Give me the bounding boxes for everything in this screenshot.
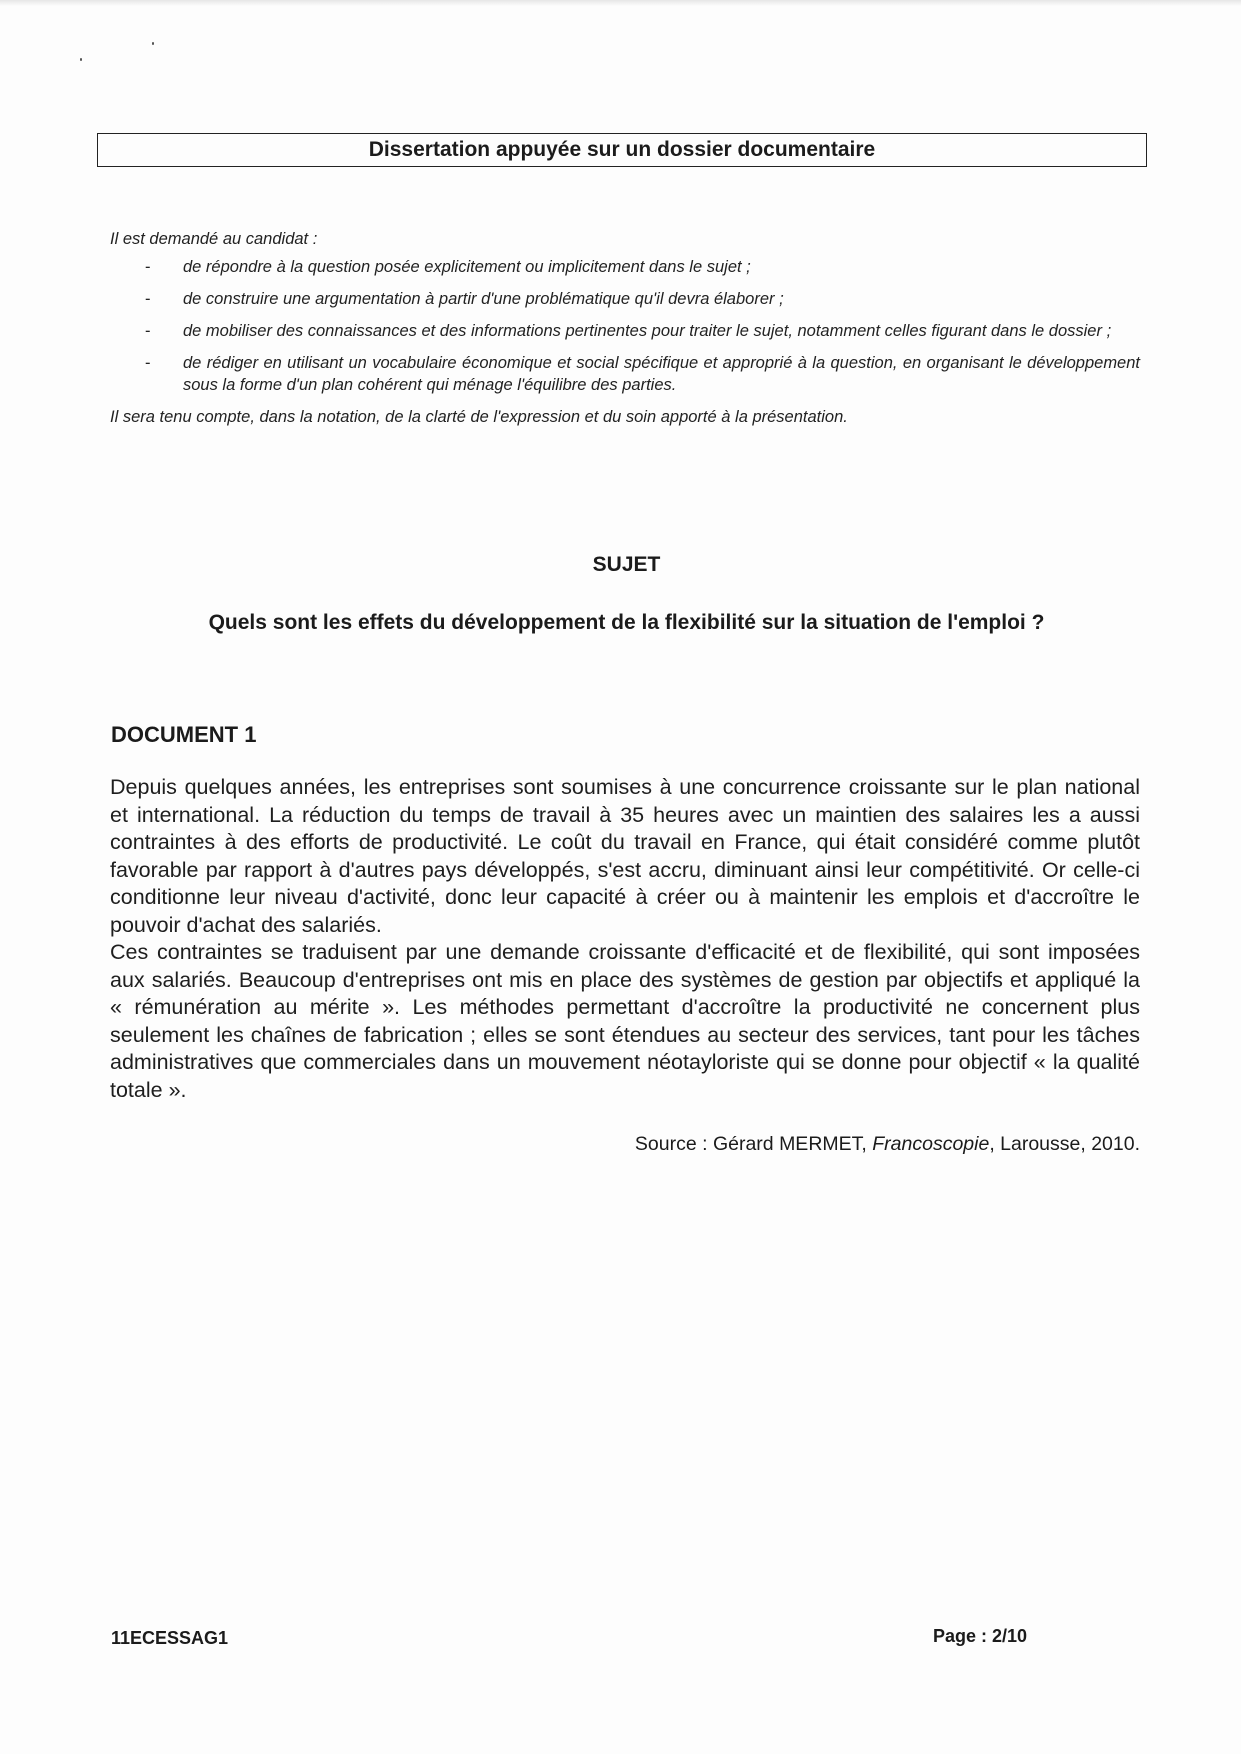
document-body [110,774,1140,1104]
document-paragraph: Depuis quelques années, les entreprises sont soumises à une concurrence croissante sur le plan national et international. La réduction du temps de travail à 35 heures avec un maintien des salaires les a aussi contraintes à des efforts de productivité. Le coût du travail en France, qui était considéré comme plutôt favorable par rapport à d'autres pays développés, s'est accru, diminuant ainsi leur compétitivité. Or celle-ci conditionne leur niveau d'activité, donc leur capacité à créer ou à maintenir les emplois et d'accroître le pouvoir d'achat des salariés. [110,775,1140,937]
list-item [110,320,1140,342]
instructions-list [110,256,1140,396]
list-bullet: - [145,290,151,308]
page-number: Page : 2/10 [932,1626,1027,1646]
document-heading: DOCUMENT 1 [111,722,257,747]
source-work: Francoscopie [872,1133,990,1155]
instructions-outro: Il sera tenu compte, dans la notation, de la clarté de l'expression et du soin apporté à la présentation. [110,408,848,426]
list-bullet: - [145,354,151,372]
exam-code: 11ECESSAG1 [111,1628,229,1648]
document-source [635,1133,1140,1156]
scan-speck [80,58,82,61]
instructions-intro: Il est demandé au candidat : [110,230,318,248]
list-item [110,352,1140,396]
list-item-text: de mobiliser des connaissances et des informations pertinentes pour traiter le sujet, notamment celles figurant dans le dossier ; [183,322,1112,340]
list-item [110,256,1140,278]
source-prefix: Source : Gérard MERMET, [634,1133,873,1155]
list-bullet: - [145,258,151,276]
sujet-label: SUJET [592,553,661,576]
scan-speck [152,42,154,45]
sujet-question: Quels sont les effets du développement de la flexibilité sur la situation de l'emploi ? [208,611,1045,634]
scan-edge [0,0,1241,6]
source-suffix: , Larousse, 2010. [989,1133,1140,1155]
list-item-text: de répondre à la question posée explicitement ou implicitement dans le sujet ; [183,258,751,276]
document-paragraph: Ces contraintes se traduisent par une demande croissante d'efficacité et de flexibilité, qui sont imposées aux salariés. Beaucoup d'entreprises ont mis en place des systèmes de gestion par objectifs et appliqué la « rémunération au mérite ». Les méthodes permettant d'accroître la productivité ne concernent plus seulement les chaînes de fabrication ; elles se sont étendues au secteur des services, tant pour les tâches administratives que commerciales dans un mouvement néotayloriste qui se donne pour objectif « la qualité totale ». [110,940,1140,1102]
list-item-text: de rédiger en utilisant un vocabulaire économique et social spécifique et approprié à la question, en organisant le développement sous la forme d'un plan cohérent qui ménage l'équilibre des parties. [183,354,1140,394]
list-bullet: - [145,322,151,340]
section-title: Dissertation appuyée sur un dossier documentaire [97,133,1147,167]
list-item-text: de construire une argumentation à partir d'une problématique qu'il devra élaborer ; [183,290,784,308]
list-item [110,288,1140,310]
instructions-block [110,228,1140,428]
